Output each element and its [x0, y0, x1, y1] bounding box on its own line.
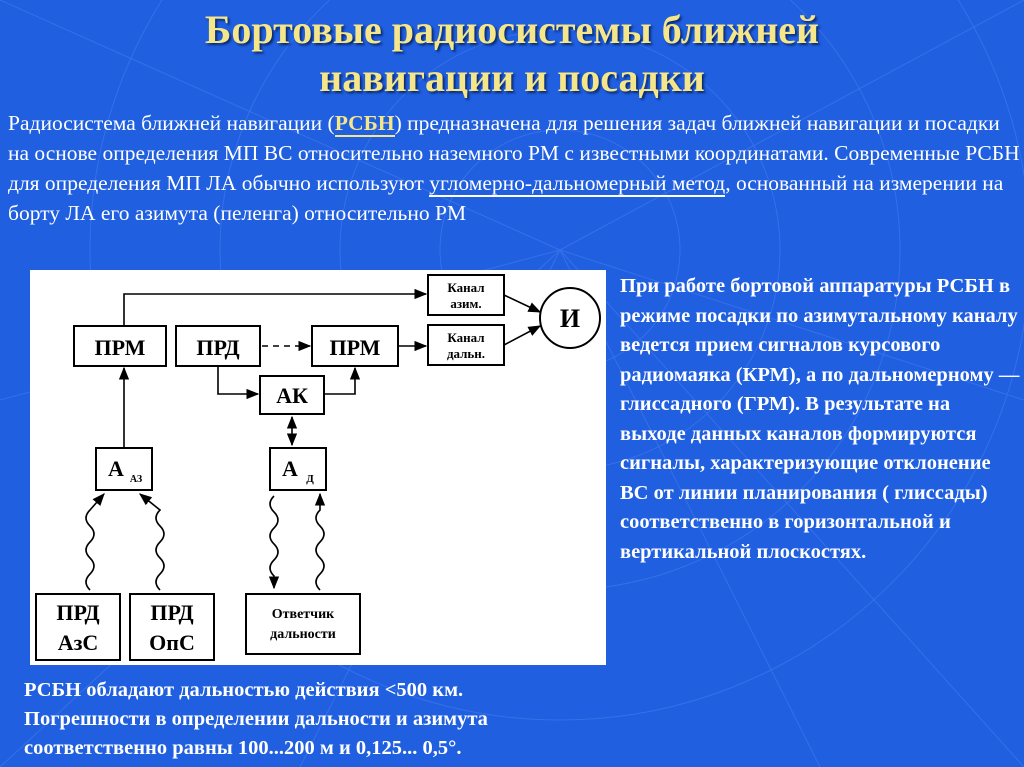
prd-ops-ground-block — [130, 594, 214, 660]
prd-azs-label-2: АзС — [57, 630, 99, 655]
range-channel-label-1: Канал — [447, 330, 485, 345]
azimuth-channel-label-2: азим. — [450, 296, 482, 311]
range-antenna-label: А — [282, 456, 298, 481]
prd-ops-label-1: ПРД — [150, 600, 194, 625]
block-diagram — [30, 270, 606, 665]
indicator-label: И — [559, 304, 581, 333]
specs-summary — [24, 676, 624, 763]
azimuth-antenna-subscript: АЗ — [129, 474, 143, 485]
prd-azs-ground-block — [36, 594, 120, 660]
specs-line-2: Погрешности в определении дальности и азимута — [24, 708, 488, 730]
method-term: угломерно-дальномерный метод — [429, 171, 726, 195]
rsbn-abbreviation: РСБН — [334, 111, 395, 135]
responder-label-2: дальности — [270, 627, 336, 642]
ak-switch-block — [260, 376, 324, 414]
title-line-2: навигации и посадки — [319, 55, 705, 100]
prm-receiver-label: ПРМ — [94, 335, 146, 360]
specs-line-1: РСБН обладают дальностью действия <500 км. — [24, 679, 464, 701]
prd-ops-label-2: ОпС — [149, 630, 195, 655]
azimuth-antenna-label: А — [108, 456, 124, 481]
specs-line-3: соответственно равны 100...200 м и 0,125... 0,5°. — [24, 737, 462, 759]
range-antenna-subscript: Д — [306, 473, 314, 485]
slide-title — [0, 6, 1024, 102]
range-channel-label-2: дальн. — [446, 346, 486, 361]
intro-part-2: ) предназначена для решения задач ближней навигации и посадки на основе определения МП ВС относительно наземного РМ с известными координатами. Современные РСБН для определения МП ЛА обычно используют — [8, 111, 1020, 195]
intro-part-3: , основанный на измерении на борту ЛА его азимута (пеленга) относительно РМ — [8, 171, 1004, 225]
title-line-1: Бортовые радиосистемы ближней — [204, 7, 820, 52]
azimuth-channel-block — [428, 275, 504, 315]
intro-paragraph — [8, 108, 1020, 228]
prd-transmitter-block — [176, 326, 260, 366]
prm-receiver-block — [74, 326, 166, 366]
azimuth-channel-label-1: Канал — [447, 280, 485, 295]
range-channel-block — [428, 325, 504, 365]
ak-switch-label: АК — [276, 383, 308, 408]
landing-mode-description: При работе бортовой аппаратуры РСБН в режиме посадки по азимутальному каналу ведется прием сигналов курсового радиомаяка (КРМ), а по дальномерному — глиссадного (ГРМ). В результате на выходе данных каналов формируются сигналы, характеризующие отклонение ВС от линии планирования ( глиссады) соответственно в горизонтальной и вертикальной плоскостях. — [620, 275, 1020, 563]
indicator-circle — [540, 288, 600, 348]
range-responder-block — [246, 594, 360, 654]
prm-second-receiver-block — [312, 326, 398, 366]
responder-label-1: Ответчик — [271, 607, 335, 622]
azimuth-antenna-block — [96, 448, 152, 490]
prd-azs-label-1: ПРД — [56, 600, 100, 625]
prd-transmitter-label: ПРД — [196, 335, 240, 360]
range-antenna-block — [270, 448, 326, 490]
intro-part-1: Радиосистема ближней навигации ( — [8, 111, 335, 135]
prm-second-receiver-label: ПРМ — [329, 335, 381, 360]
